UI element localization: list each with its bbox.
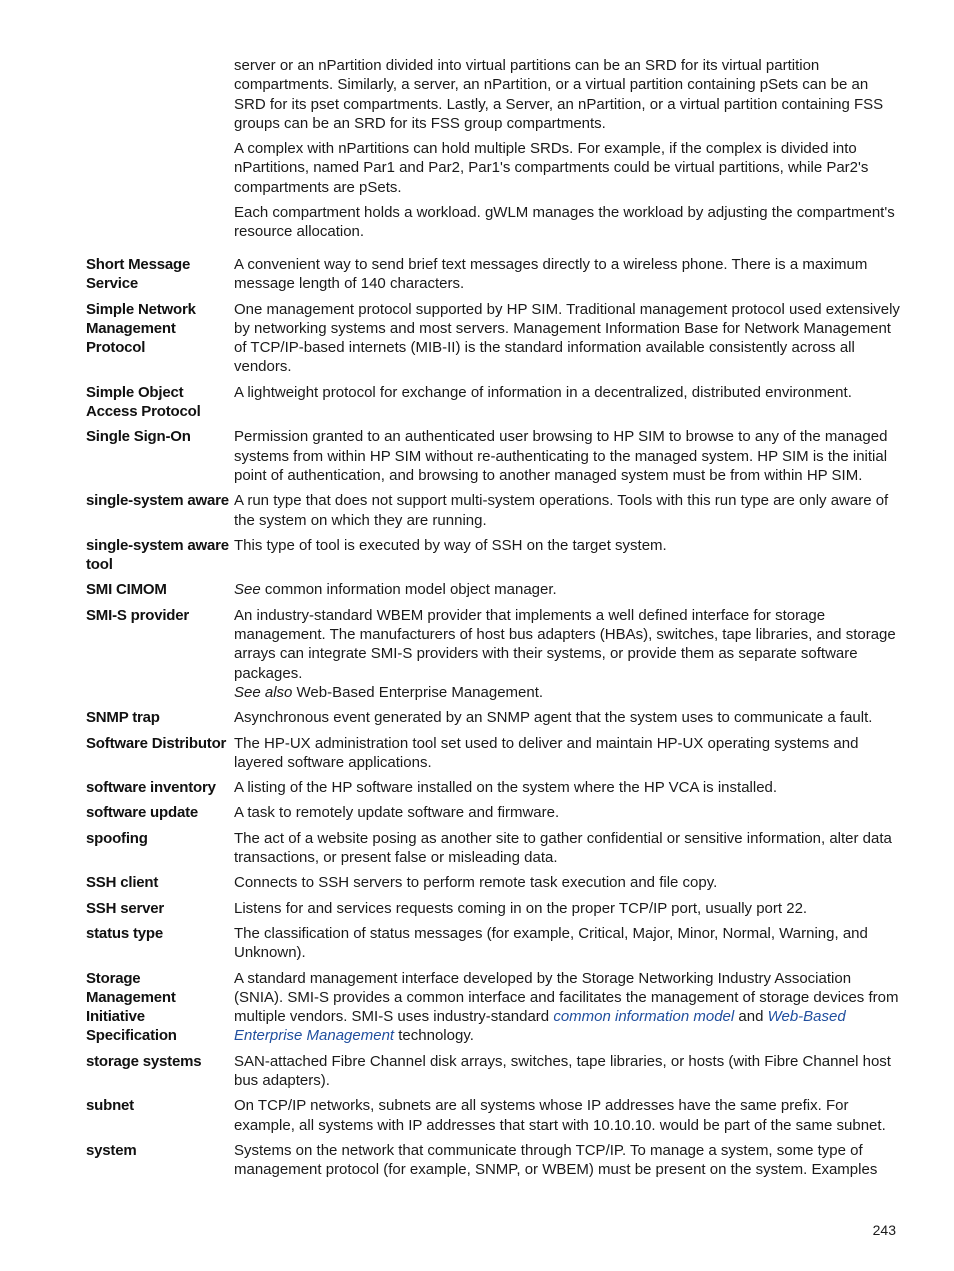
glossary-term: software inventory (86, 779, 216, 797)
definition-text: SAN-attached Fibre Channel disk arrays, switches, tape libraries, or hosts (with Fibre Channel host bus adapters). (234, 1052, 891, 1089)
glossary-cross-reference-link[interactable]: common information model (553, 1008, 735, 1026)
glossary-entry (86, 383, 900, 422)
glossary-entry (86, 924, 900, 963)
glossary-term: SSH client (86, 874, 159, 892)
glossary-definition (234, 829, 900, 868)
glossary-definition (234, 536, 900, 575)
definition-text: A standard management interface developed by the Storage Networking Industry Association (SNIA). SMI-S provides a common interface and facilitates the management of storage devices from multiple vendors. SMI-S uses industry-standard (234, 969, 899, 1026)
glossary-term: spoofing (86, 829, 148, 847)
glossary-term: SMI-S provider (86, 606, 190, 624)
glossary-definition (234, 255, 900, 294)
glossary-entry (86, 734, 900, 773)
see-reference-label: See (234, 581, 261, 599)
definition-text: An industry-standard WBEM provider that implements a well defined interface for storage management. The manufacturers of host bus adapters (HBAs), switches, tape libraries, and storage arrays can integrate SMI-S providers with their systems, or provide them as separate software packages. (234, 606, 896, 682)
definition-text: The classification of status messages (for example, Critical, Major, Minor, Normal, Warning, and Unknown). (234, 924, 868, 962)
definition-text: This type of tool is executed by way of SSH on the target system. (234, 536, 667, 554)
glossary-definition (234, 803, 900, 822)
definition-text: Listens for and services requests coming in on the proper TCP/IP port, usually port 22. (234, 899, 808, 917)
glossary-definition (234, 899, 900, 918)
definition-text: Permission granted to an authenticated user browsing to HP SIM to browse to any of the managed systems from within HP SIM without re-authenticating to the managed system. HP SIM is the initial point of authentication, and browsing to another managed system must be from within HP SIM. (234, 428, 888, 484)
glossary-definition (234, 873, 900, 892)
glossary-definition (234, 924, 900, 963)
glossary-term: Simple Network Management Protocol (86, 300, 196, 357)
definition-text: technology. (394, 1027, 474, 1045)
glossary-term: SSH server (86, 899, 165, 917)
glossary-entry (86, 536, 900, 575)
glossary-entry (86, 873, 900, 892)
see-reference-label: See also (234, 683, 293, 701)
glossary-definition (234, 1096, 900, 1135)
definition-text: A task to remotely update software and firmware. (234, 804, 560, 822)
intro-paragraph: A complex with nPartitions can hold multiple SRDs. For example, if the complex is divided into nPartitions, named Par1 and Par2, Par1's compartments could be virtual partitions, while Par2's compartments are pSets. (234, 140, 869, 196)
definition-text: Connects to SSH servers to perform remote task execution and file copy. (234, 874, 718, 892)
glossary-definition (234, 1052, 900, 1091)
glossary-entry (86, 899, 900, 918)
glossary-entry (86, 300, 900, 377)
glossary-entry (86, 708, 900, 727)
definition-text: A run type that does not support multi-system operations. Tools with this run type are only aware of the system on which they are running. (234, 492, 889, 529)
definition-text: and (734, 1008, 768, 1026)
glossary-cross-reference-link[interactable]: Web-Based Enterprise Management (234, 1008, 846, 1045)
definition-text: A convenient way to send brief text messages directly to a wireless phone. There is a maximum message length of 140 characters. (234, 256, 868, 293)
glossary-term: subnet (86, 1097, 134, 1115)
page-number: 243 (872, 1222, 896, 1238)
definition-text: The HP-UX administration tool set used to deliver and maintain HP-UX operating systems and layered software applications. (234, 734, 859, 771)
glossary-definition (234, 1141, 900, 1180)
glossary-entry (86, 427, 900, 485)
glossary-term: software update (86, 804, 199, 822)
glossary-entry (86, 1096, 900, 1135)
definition-text: Systems on the network that communicate through TCP/IP. To manage a system, some type of management protocol (for example, SNMP, or WBEM) must be present on the system. Examples (234, 1141, 878, 1179)
glossary-list (86, 255, 900, 1185)
glossary-term: system (86, 1141, 137, 1159)
glossary-term: Software Distributor (86, 734, 227, 752)
definition-text: One management protocol supported by HP SIM. Traditional management protocol used extensively by networking systems and most servers. Management Information Base for Network Management of TCP/IP-based internets (MIB-II) is the standard information available consistently across all vendors. (234, 300, 900, 376)
glossary-definition (234, 778, 900, 797)
glossary-entry (86, 491, 900, 530)
glossary-definition (234, 300, 900, 377)
definition-text: Web-Based Enterprise Management. (292, 683, 544, 701)
glossary-definition (234, 969, 900, 1046)
glossary-definition (234, 427, 900, 485)
glossary-entry (86, 606, 900, 702)
definition-text: A lightweight protocol for exchange of information in a decentralized, distributed environment. (234, 383, 852, 401)
glossary-term: Short Message Service (86, 256, 191, 293)
definition-text: A listing of the HP software installed on the system where the HP VCA is installed. (234, 779, 778, 797)
glossary-entry (86, 969, 900, 1046)
glossary-entry (86, 1141, 900, 1180)
glossary-entry (86, 803, 900, 822)
definition-text: On TCP/IP networks, subnets are all systems whose IP addresses have the same prefix. For example, all systems with IP addresses that start with 10.10.10. would be part of the same subnet. (234, 1097, 886, 1134)
glossary-entry (86, 580, 900, 599)
glossary-term: SNMP trap (86, 709, 160, 727)
glossary-term: Single Sign-On (86, 428, 191, 446)
intro-paragraphs (234, 56, 900, 248)
glossary-term: Storage Management Initiative Specification (86, 969, 177, 1045)
intro-paragraph: Each compartment holds a workload. gWLM manages the workload by adjusting the compartment's resource allocation. (234, 204, 895, 241)
glossary-entry (86, 829, 900, 868)
glossary-entry (86, 1052, 900, 1091)
glossary-term: Simple Object Access Protocol (86, 383, 201, 421)
glossary-definition (234, 606, 900, 702)
glossary-term: single-system aware tool (86, 536, 229, 574)
definition-text: Asynchronous event generated by an SNMP agent that the system uses to communicate a fault. (234, 709, 873, 727)
glossary-term: single-system aware (86, 492, 229, 510)
glossary-term: storage systems (86, 1052, 202, 1070)
glossary-term: status type (86, 924, 163, 942)
glossary-definition (234, 491, 900, 530)
definition-text: The act of a website posing as another site to gather confidential or sensitive information, alter data transactions, or present false or misleading data. (234, 829, 892, 867)
glossary-definition (234, 580, 900, 599)
glossary-definition (234, 708, 900, 727)
glossary-entry (86, 255, 900, 294)
definition-text: common information model object manager. (260, 581, 557, 599)
glossary-definition (234, 734, 900, 773)
glossary-entry (86, 778, 900, 797)
glossary-term: SMI CIMOM (86, 581, 167, 599)
intro-paragraph: server or an nPartition divided into virtual partitions can be an SRD for its virtual partition compartments. Similarly, a server, an nPartition, or a virtual partition containing pSets can be an SRD for its pset compartments. Lastly, a Server, an nPartition, or a virtual partition containing FSS groups can be an SRD for its FSS group compartments. (234, 57, 884, 132)
glossary-definition (234, 383, 900, 422)
